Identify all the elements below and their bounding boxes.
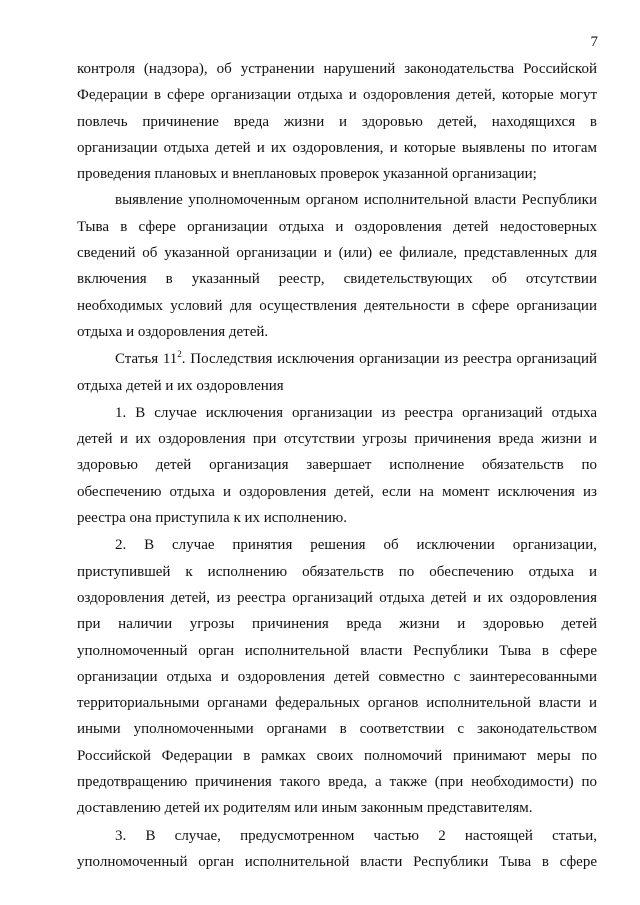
text-line: уполномоченный орган исполнительной власти Республики Тыва в сфере [77, 642, 597, 659]
text-line: контроля (надзора), об устранении нарушений законодательства Российской [77, 61, 597, 77]
article-heading-continuation: отдыха детей и их оздоровления [77, 377, 284, 394]
text-line: отдыха и оздоровления детей. [77, 323, 269, 340]
text-line: проведения плановых и внеплановых проверок указанной организации; [77, 166, 537, 183]
text-line: 3. В случае, предусмотренном частью 2 настоящей статьи, [115, 827, 597, 844]
text-line: приступившей к исполнению обязательств по обеспечению отдыха и [77, 563, 597, 580]
text-line: 2. В случае принятия решения об исключении организации, [115, 537, 597, 554]
text-line: при наличии угрозы причинения вреда жизни и здоровью детей [77, 616, 597, 633]
document-body [77, 56, 597, 875]
article-heading [77, 346, 597, 372]
text-line: включения в указанный реестр, свидетельствующих об отсутствии [77, 271, 597, 288]
text-line: оздоровления детей, из реестра организаций отдыха детей и их оздоровления [77, 589, 597, 606]
article-heading-rest: . Последствия исключения организации из реестра организаций [181, 351, 597, 368]
text-line: организации отдыха детей и их оздоровления, и которые выявлены по итогам [77, 139, 597, 156]
text-line: Федерации в сфере организации отдыха и оздоровления детей, которые могут [77, 87, 597, 104]
text-line: территориальными органами федеральных органов исполнительной власти и [77, 695, 597, 712]
text-line: 1. В случае исключения организации из реестра организаций отдыха [115, 404, 597, 421]
text-line: детей и их оздоровления при отсутствии угрозы причинения вреда жизни и [77, 431, 597, 448]
text-line: выявление уполномоченным органом исполнительной власти Республики [115, 192, 597, 209]
text-line: Российской Федерации в рамках своих полномочий принимают меры по [77, 747, 597, 764]
text-line: уполномоченный орган исполнительной власти Республики Тыва в сфере [77, 853, 597, 870]
text-line: необходимых условий для осуществления деятельности в сфере организации [77, 297, 597, 314]
text-line: реестра она приступила к их исполнению. [77, 510, 347, 527]
article-heading-start: Статья 11 [115, 351, 178, 368]
text-line: Тыва в сфере организации отдыха и оздоровления детей недостоверных [77, 218, 597, 235]
text-line: иными уполномоченными органами в соответствии с законодательством [77, 721, 597, 738]
text-line: обеспечению отдыха и оздоровления детей, если на момент исключения из [77, 483, 597, 500]
text-line: организации отдыха и оздоровления детей совместно с заинтересованными [77, 668, 597, 685]
text-line: повлечь причинение вреда жизни и здоровью детей, находящихся в [77, 113, 597, 130]
page-number: 7 [590, 34, 598, 50]
text-line: предотвращению причинения такого вреда, а также (при необходимости) по [77, 774, 597, 791]
text-line: сведений об указанной организации и (или) ее филиале, представленных для [77, 245, 597, 262]
text-line: доставлению детей их родителям или иным законным представителям. [77, 800, 533, 817]
text-line: здоровью детей организация завершает исполнение обязательств по [77, 457, 597, 474]
article-number-superscript: 2 [177, 349, 182, 360]
